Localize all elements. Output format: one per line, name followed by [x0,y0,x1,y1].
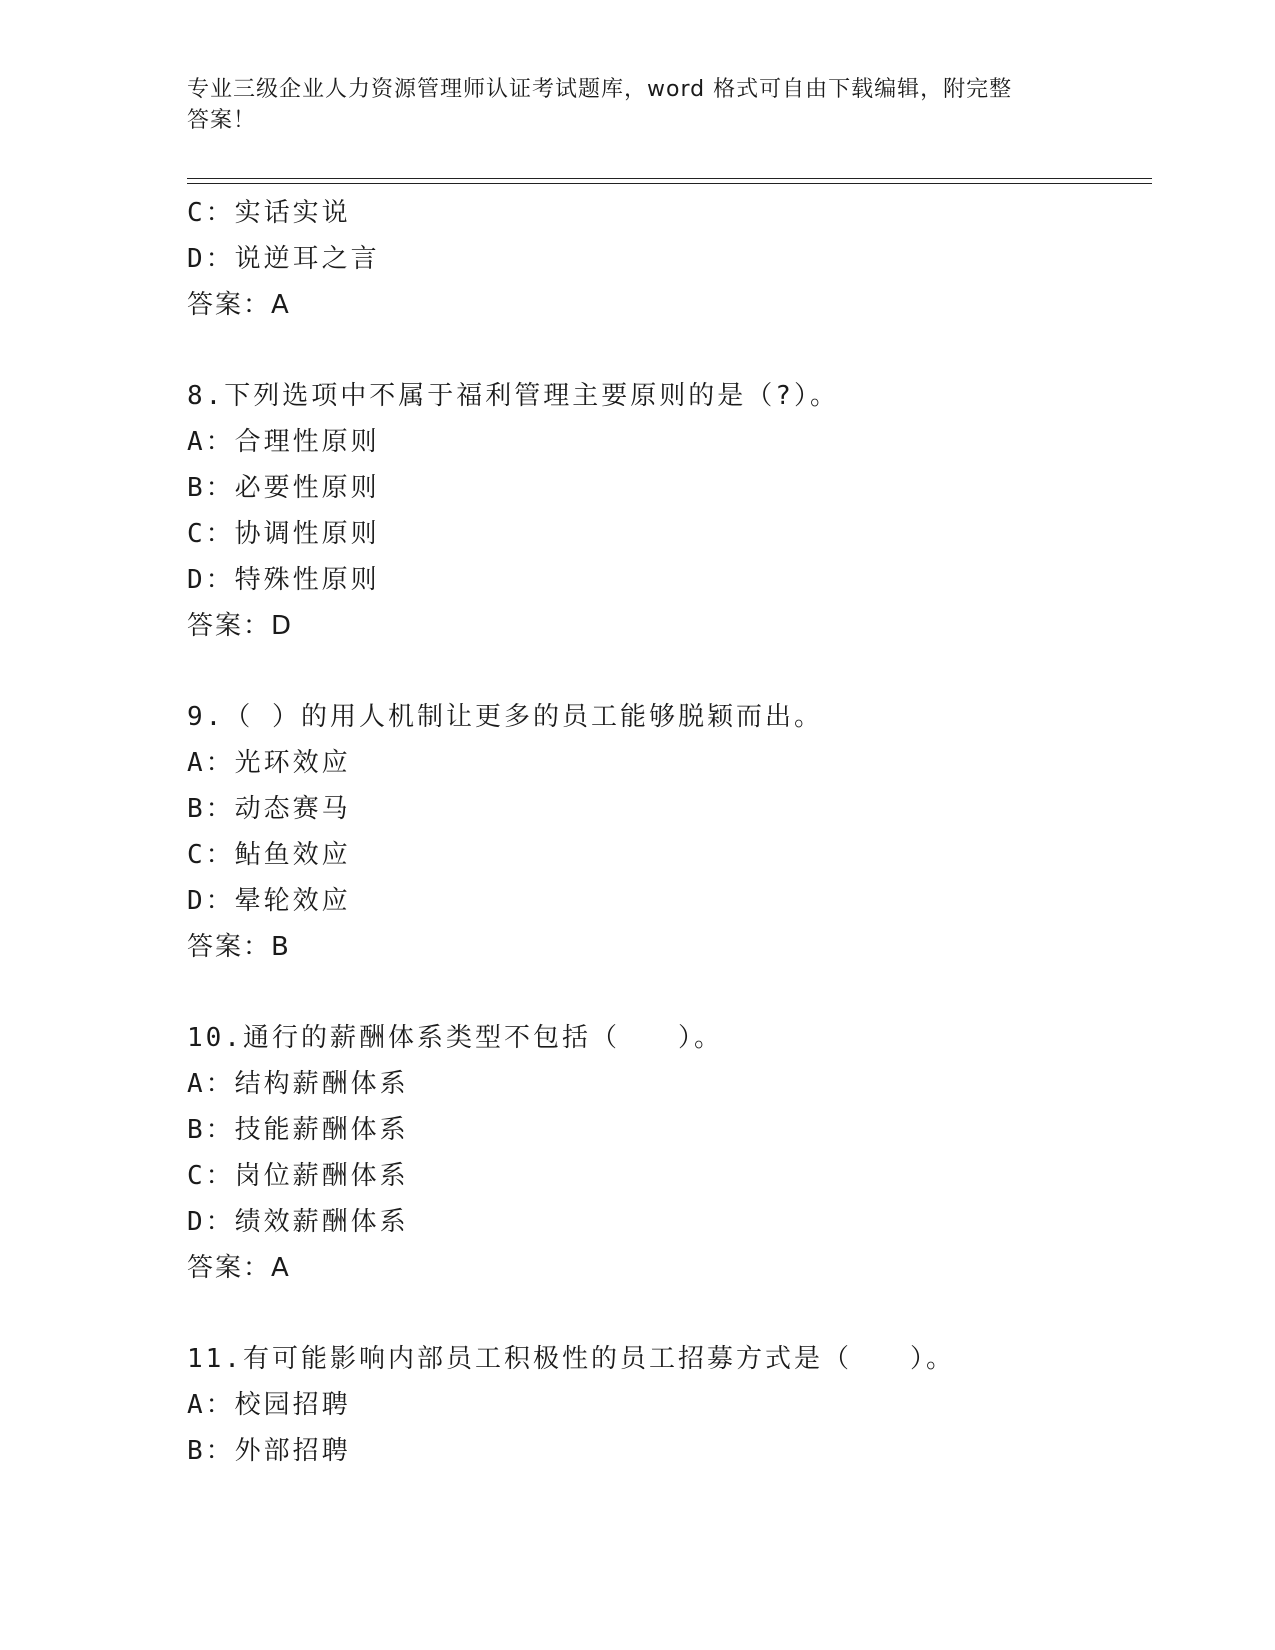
question-list [187,190,1152,1474]
answer-line: 答案：B [187,932,291,962]
option-d: D：绩效薪酬体系 [187,1207,409,1237]
option-b: B：动态赛马 [187,794,351,824]
question-block-10 [187,1015,1152,1291]
question-text: 11.有可能影响内部员工积极性的员工招募方式是（ ）。 [187,1344,955,1374]
option-b: B：技能薪酬体系 [187,1115,409,1145]
question-text: 9.（ ）的用人机制让更多的员工能够脱颖而出。 [187,702,823,732]
option-c: C：岗位薪酬体系 [187,1161,409,1191]
option-b: B：外部招聘 [187,1436,351,1466]
header-divider-bottom [187,183,1152,184]
question-block-11 [187,1336,1152,1474]
option-c: C：协调性原则 [187,519,380,549]
option-a: A：合理性原则 [187,427,380,457]
option-d: D：晕轮效应 [187,886,351,916]
question-text: 8.下列选项中不属于福利管理主要原则的是（?）。 [187,381,839,411]
option-c: C：鲇鱼效应 [187,840,351,870]
answer-line: 答案：D [187,611,294,641]
option-d: D：特殊性原则 [187,565,380,595]
option-a: A：光环效应 [187,748,351,778]
header-line-1: 专业三级企业人力资源管理师认证考试题库，word 格式可自由下载编辑，附完整 [187,77,1013,102]
option-a: A：结构薪酬体系 [187,1069,409,1099]
block-spacer [187,328,1152,373]
block-spacer [187,649,1152,694]
question-block-7 [187,190,1152,328]
block-spacer [187,1291,1152,1336]
option-c: C：实话实说 [187,198,351,228]
header-divider-top [187,178,1152,179]
question-text: 10.通行的薪酬体系类型不包括（ ）。 [187,1023,723,1053]
answer-line: 答案：A [187,1253,291,1283]
answer-line: 答案：A [187,290,291,320]
header-line-2: 答案！ [187,108,257,133]
document-header [187,74,1077,136]
question-block-9 [187,694,1152,970]
option-d: D：说逆耳之言 [187,244,380,274]
block-spacer [187,970,1152,1015]
question-block-8 [187,373,1152,649]
option-a: A：校园招聘 [187,1390,351,1420]
option-b: B：必要性原则 [187,473,380,503]
